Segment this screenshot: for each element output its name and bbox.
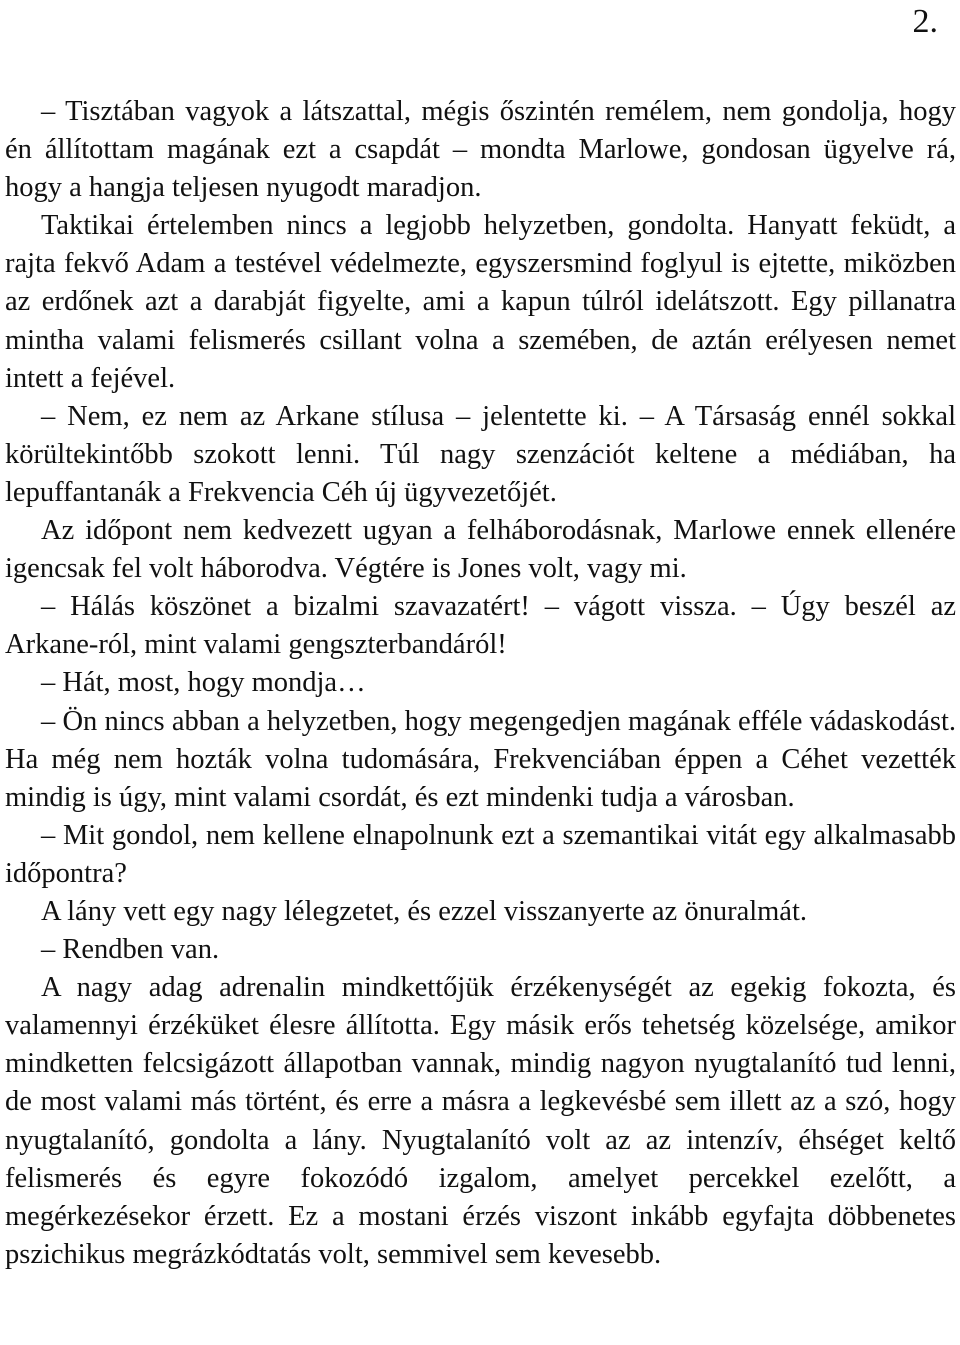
paragraph-11: A nagy adag adrenalin mindkettőjük érzékenységét az egekig fokozta, és valamennyi érzéküket élesre állította. Egy másik erős tehetség közelsége, amikor mindketten felcsigázott állapotban vannak, mindig nagyon nyugtalanító tud lenni, de most valami más történt, és erre a másra a legkevésbé sem illett az a szó, hogy nyugtalanító, gondolta a lány. Nyugtalanító volt az az intenzív, éhséget keltő felismerés és egyre fokozódó izgalom, amelyet percekkel ezelőtt, a megérkezésekor érzett. Ez a mostani érzés viszont inkább egyfajta döbbenetes pszichikus megrázkódtatás volt, semmivel sem kevesebb. xyxy=(5,972,956,1270)
paragraph-4: Az időpont nem kedvezett ugyan a felháborodásnak, Marlowe ennek ellenére igencsak fel volt háborodva. Végtére is Jones volt, vagy mi. xyxy=(5,515,956,585)
paragraph-10: – Rendben van. xyxy=(41,934,220,966)
paragraph-8: – Mit gondol, nem kellene elnapolnunk ezt a szemantikai vitát egy alkalmasabb időpontra? xyxy=(5,819,956,889)
page-number: 2. xyxy=(912,3,938,40)
paragraph-9: A lány vett egy nagy lélegzetet, és ezzel visszanyerte az önuralmát. xyxy=(41,895,807,927)
paragraph-5: – Hálás köszönet a bizalmi szavazatért! – vágott vissza. – Úgy beszél az Arkane-ról, mint valami gengszterbandáról! xyxy=(5,591,956,661)
paragraph-7: – Ön nincs abban a helyzetben, hogy megengedjen magának efféle vádaskodást. Ha még nem hozták volna tudomására, Frekvenciában éppen a Céhet vezették mindig is úgy, mint valami csordát, és ezt mindenki tudja a városban. xyxy=(5,705,956,813)
body-text xyxy=(5,93,956,1274)
paragraph-1: – Tisztában vagyok a látszattal, mégis őszintén remélem, nem gondolja, hogy én állítottam magának ezt a csapdát – mondta Marlowe, gondosan ügyelve rá, hogy a hangja teljesen nyugodt maradjon. xyxy=(5,96,956,204)
paragraph-2: Taktikai értelemben nincs a legjobb helyzetben, gondolta. Hanyatt feküdt, a rajta fekvő Adam a testével védelmezte, egyszersmind foglyul is ejtette, miközben az erdőnek azt a darabját figyelte, ami a kapun túlról idelátszott. Egy pillanatra mintha valami felismerés csillant volna a szemében, de aztán erélyesen nemet intett a fejével. xyxy=(5,210,956,394)
paragraph-3: – Nem, ez nem az Arkane stílusa – jelentette ki. – A Társaság ennél sokkal körültekintőbb szokott lenni. Túl nagy szenzációt keltene a médiában, ha lepuffantanák a Frekvencia Céh új ügyvezetőjét. xyxy=(5,400,956,508)
paragraph-6: – Hát, most, hogy mondja… xyxy=(41,667,366,699)
